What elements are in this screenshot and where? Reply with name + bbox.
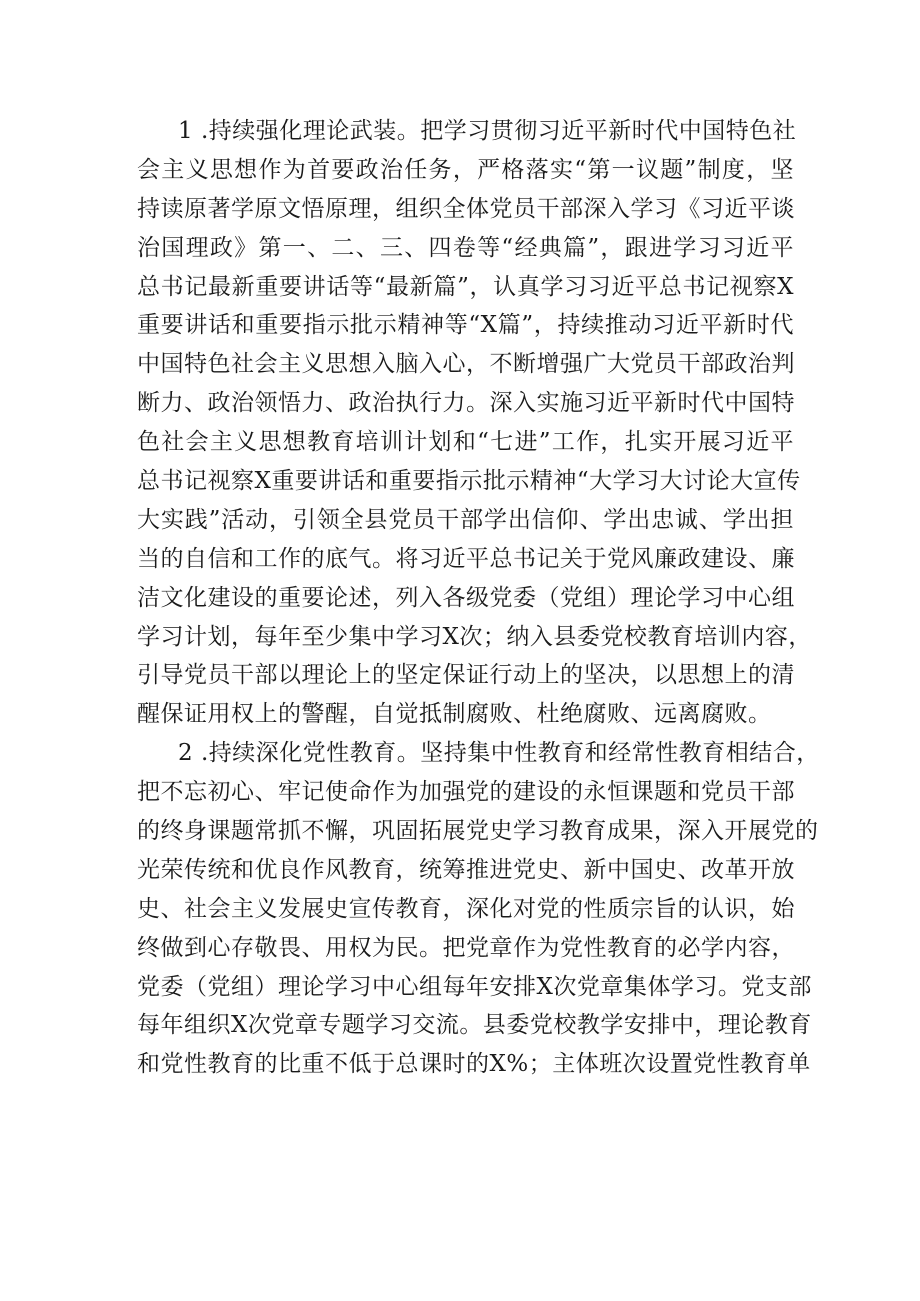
text-line: 2 .持续深化党性教育。坚持集中性教育和经常性教育相结合， [178,740,820,767]
text-line: 大实践”活动，引领全县党员干部学出信仰、学出忠诚、学出担 [137,506,794,533]
text-line: 学习计划，每年至少集中学习X次；纳入县委党校教育培训内容， [137,623,812,650]
text-line: 断力、政治领悟力、政治执行力。深入实施习近平新时代中国特 [137,390,795,417]
text-line: 史、社会主义发展史宣传教育，深化对党的性质宗旨的认识，始 [137,895,795,922]
text-line: 引导党员干部以理论上的坚定保证行动上的坚决，以思想上的清 [137,662,795,689]
text-line: 1 .持续强化理论武装。把学习贯彻习近平新时代中国特色社 [178,118,797,144]
text-line: 党委（党组）理论学习中心组每年安排X次党章集体学习。党支部 [137,973,812,1000]
text-line: 持读原著学原文悟原理，组织全体党员干部深入学习《习近平谈 [137,195,795,222]
text-line: 总书记最新重要讲话等“最新篇”，认真学习习近平总书记视察X [137,273,794,300]
text-line: 重要讲话和重要指示批示精神等“X篇”，持续推动习近平新时代 [137,312,794,339]
text-line: 和党性教育的比重不低于总课时的X%；主体班次设置党性教育单 [137,1051,811,1078]
paragraph-party-education [137,734,820,1084]
paragraph-theory-study [137,112,812,734]
text-line: 治国理政》第一、二、三、四卷等“经典篇”，跟进学习习近平 [137,234,794,261]
text-line: 终做到心存敬畏、用权为民。把党章作为党性教育的必学内容， [137,934,795,961]
text-line: 洁文化建设的重要论述，列入各级党委（党组）理论学习中心组 [137,584,795,611]
text-line: 醒保证用权上的警醒，自觉抵制腐败、杜绝腐败、远离腐败。 [137,701,772,728]
text-line: 的终身课题常抓不懈，巩固拓展党史学习教育成果，深入开展党的 [137,818,819,845]
text-line: 光荣传统和优良作风教育，统筹推进党史、新中国史、改革开放 [137,856,795,883]
text-line: 会主义思想作为首要政治任务，严格落实“第一议题”制度，坚 [137,156,794,183]
text-line: 每年组织X次党章专题学习交流。县委党校教学安排中，理论教育 [137,1012,812,1039]
text-line: 中国特色社会主义思想入脑入心，不断增强广大党员干部政治判 [137,351,795,378]
text-line: 把不忘初心、牢记使命作为加强党的建设的永恒课题和党员干部 [137,779,795,806]
text-line: 色社会主义思想教育培训计划和“七进”工作，扎实开展习近平 [137,429,794,456]
text-line: 当的自信和工作的底气。将习近平总书记关于党风廉政建设、廉 [137,545,795,572]
text-line: 总书记视察X重要讲话和重要指示批示精神“大学习大讨论大宣传 [137,468,801,495]
